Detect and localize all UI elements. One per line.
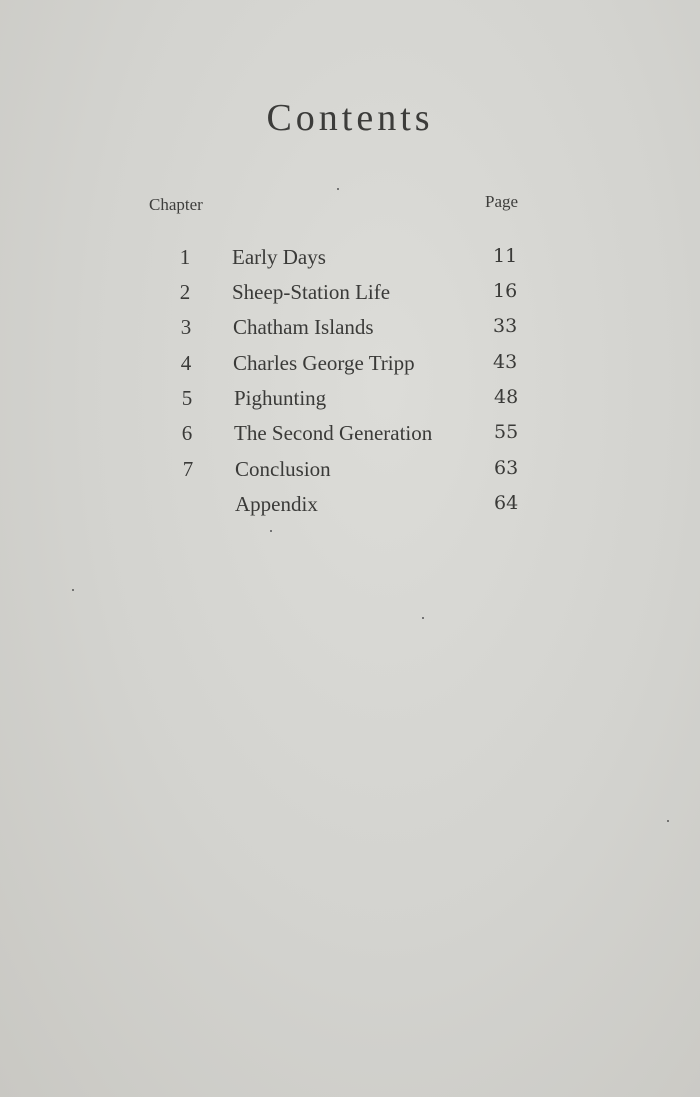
chapter-page: 55 (494, 421, 519, 443)
chapter-number: 1 (179, 245, 191, 269)
chapter-title: Charles George Tripp (233, 351, 415, 375)
toc-entry (0, 457, 700, 487)
chapter-number: 7 (182, 457, 194, 481)
chapter-title: Sheep-Station Life (232, 280, 391, 304)
toc-entry (0, 386, 700, 416)
contents-heading: Contents (266, 97, 434, 139)
page-column-header: Page (485, 192, 519, 211)
chapter-page: 33 (493, 315, 518, 337)
chapter-title: Early Days (232, 245, 326, 269)
chapter-column-header: Chapter (149, 195, 203, 214)
toc-entry (0, 421, 700, 451)
chapter-title: Chatham Islands (233, 315, 374, 339)
chapter-page: 63 (494, 457, 519, 479)
paper-speck (72, 589, 74, 591)
chapter-page: 64 (494, 492, 519, 514)
chapter-number: 6 (181, 421, 193, 445)
chapter-title: Conclusion (235, 457, 331, 481)
chapter-title: Pighunting (234, 386, 327, 410)
toc-entry (0, 280, 700, 310)
paper-speck (667, 820, 669, 822)
chapter-number: 4 (180, 351, 192, 375)
chapter-title: Appendix (235, 492, 318, 516)
chapter-page: 16 (493, 280, 518, 302)
chapter-page: 48 (494, 386, 519, 408)
chapter-number: 3 (180, 315, 192, 339)
paper-speck (337, 188, 339, 190)
toc-entry (0, 351, 700, 381)
toc-entry (0, 315, 700, 345)
chapter-page: 11 (493, 245, 518, 267)
toc-entry (0, 492, 700, 522)
paper-speck (270, 530, 272, 532)
chapter-page: 43 (493, 351, 518, 373)
toc-entry (0, 245, 700, 275)
chapter-number: 2 (179, 280, 191, 304)
chapter-number: 5 (181, 386, 193, 410)
chapter-title: The Second Generation (234, 421, 433, 445)
paper-speck (422, 617, 424, 619)
